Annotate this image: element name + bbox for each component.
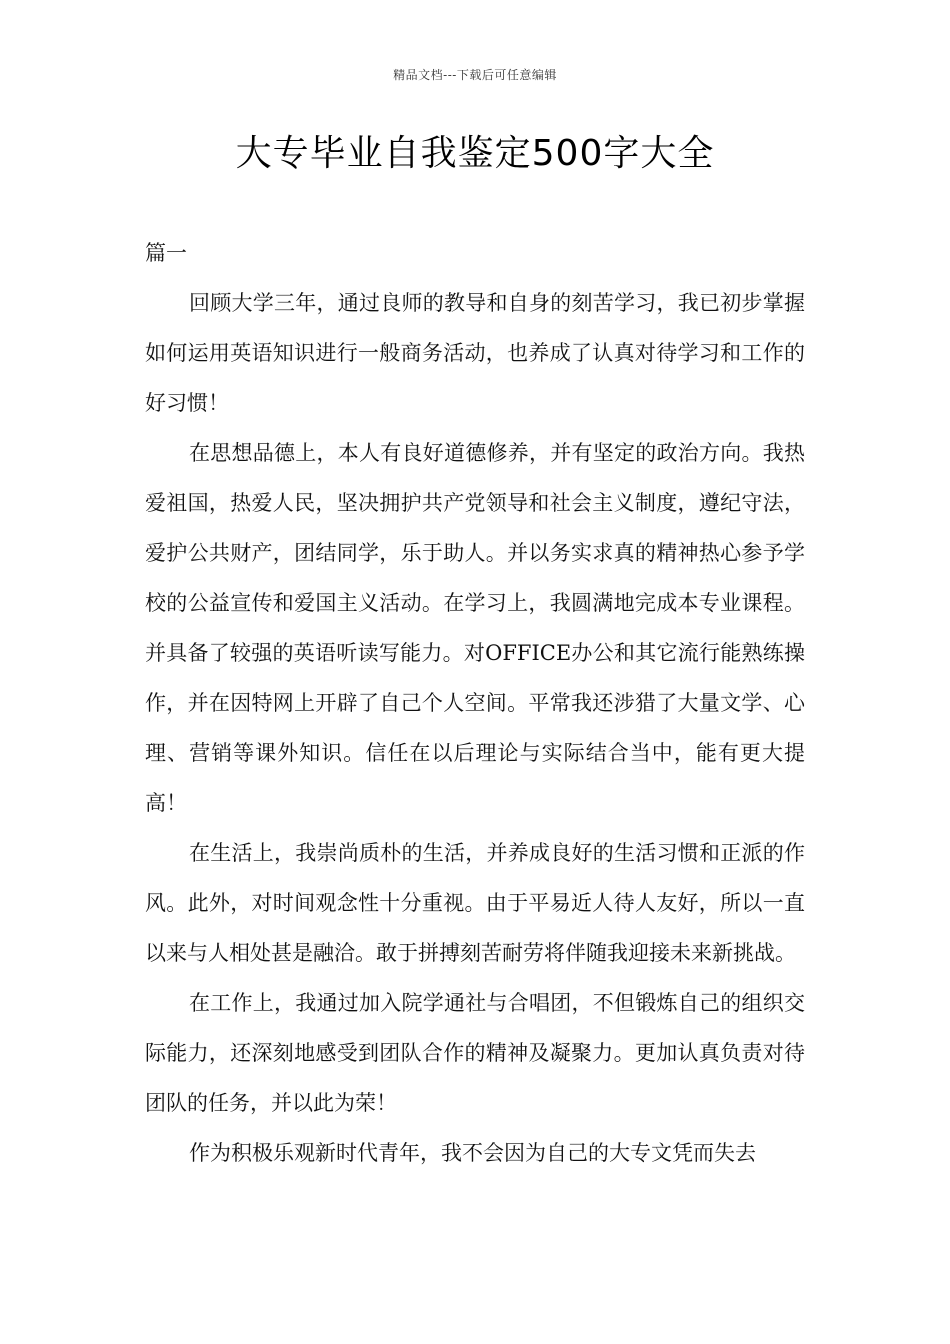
- section-label: 篇一: [145, 241, 187, 265]
- paragraph: 回顾大学三年，通过良师的教导和自身的刻苦学习，我已初步掌握如何运用英语知识进行一般商务活动，也养成了认真对待学习和工作的好习惯！: [145, 291, 805, 415]
- paragraph: 在生活上，我崇尚质朴的生活，并养成良好的生活习惯和正派的作风。此外，对时间观念性十分重视。由于平易近人待人友好，所以一直以来与人相处甚是融洽。敢于拼搏刻苦耐劳将伴随我迎接未来新挑战。: [145, 841, 805, 965]
- header-note: 精品文档---下载后可任意编辑: [393, 68, 557, 82]
- document-title: 大专毕业自我鉴定500字大全: [235, 133, 715, 174]
- paragraph: 作为积极乐观新时代青年，我不会因为自己的大专文凭而失去: [189, 1141, 756, 1165]
- document-body: [145, 228, 805, 1178]
- paragraph: 在工作上，我通过加入院学通社与合唱团，不但锻炼自己的组织交际能力，还深刻地感受到团队合作的精神及凝聚力。更加认真负责对待团队的任务，并以此为荣！: [145, 991, 805, 1115]
- paragraph: 在思想品德上，本人有良好道德修养，并有坚定的政治方向。我热爱祖国，热爱人民，坚决拥护共产党领导和社会主义制度，遵纪守法，爱护公共财产，团结同学，乐于助人。并以务实求真的精神热心参予学校的公益宣传和爱国主义活动。在学习上，我圆满地完成本专业课程。并具备了较强的英语听读写能力。对OFFICE办公和其它流行能熟练操作，并在因特网上开辟了自己个人空间。平常我还涉猎了大量文学、心理、营销等课外知识。信任在以后理论与实际结合当中，能有更大提高！: [145, 441, 805, 815]
